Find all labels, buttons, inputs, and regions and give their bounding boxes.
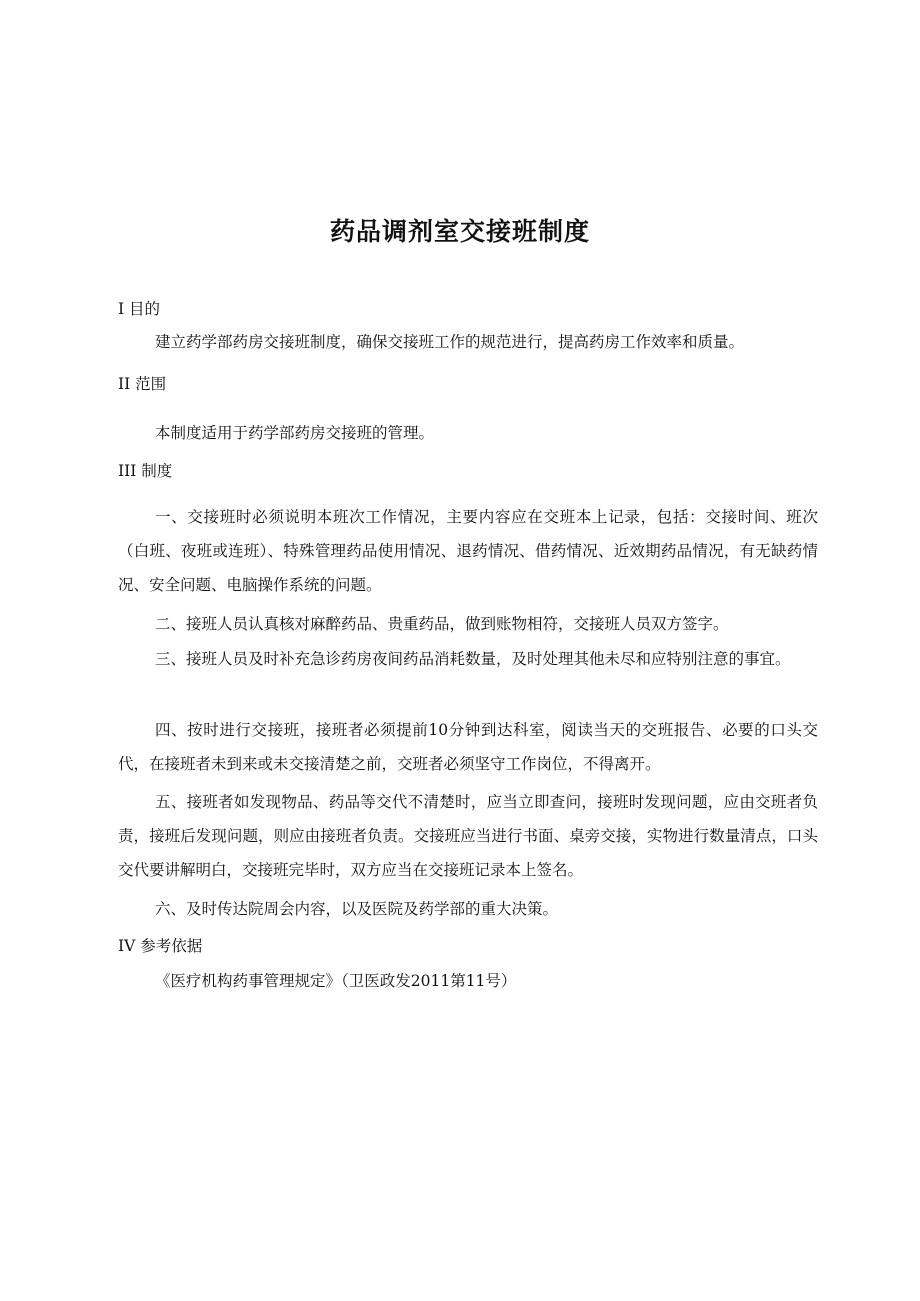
section-heading-rules: III 制度 (118, 462, 173, 480)
rule-item-3: 三、接班人员及时补充急诊药房夜间药品消耗数量，及时处理其他未尽和应特别注意的事宜。 (155, 650, 791, 668)
references-paragraph: 《医疗机构药事管理规定》（卫医政发2011第11号） (155, 972, 517, 990)
document-title: 药品调剂室交接班制度 (329, 217, 590, 246)
purpose-paragraph: 建立药学部药房交接班制度，确保交接班工作的规范进行，提高药房工作效率和质量。 (155, 333, 745, 351)
section-heading-scope: II 范围 (118, 375, 167, 393)
rule-item-1: 一、交接班时必须说明本班次工作情况，主要内容应在交班本上记录，包括：交接时间、班次（白班、夜班或连班）、特殊管理药品使用情况、退药情况、借药情况、近效期药品情况，有无缺药情况、安全问题、电脑操作系统的问题。 (118, 508, 818, 594)
scope-paragraph: 本制度适用于药学部药房交接班的管理。 (155, 424, 435, 442)
rule-item-2: 二、接班人员认真核对麻醉药品、贵重药品，做到账物相符，交接班人员双方签字。 (155, 615, 729, 633)
section-heading-references: IV 参考依据 (118, 937, 203, 955)
rule-item-4: 四、按时进行交接班，接班者必须提前10分钟到达科室，阅读当天的交班报告、必要的口头交代，在接班者未到来或未交接清楚之前，交班者必须坚守工作岗位，不得离开。 (118, 721, 818, 773)
rule-item-5: 五、接班者如发现物品、药品等交代不清楚时，应当立即查问，接班时发现问题，应由交班者负责，接班后发现问题，则应由接班者负责。交接班应当进行书面、桌旁交接，实物进行数量清点，口头交代要讲解明白，交接班完毕时，双方应当在交接班记录本上签名。 (118, 793, 818, 879)
section-heading-purpose: I 目的 (118, 300, 161, 318)
rule-item-6: 六、及时传达院周会内容，以及医院及药学部的重大决策。 (155, 900, 559, 918)
